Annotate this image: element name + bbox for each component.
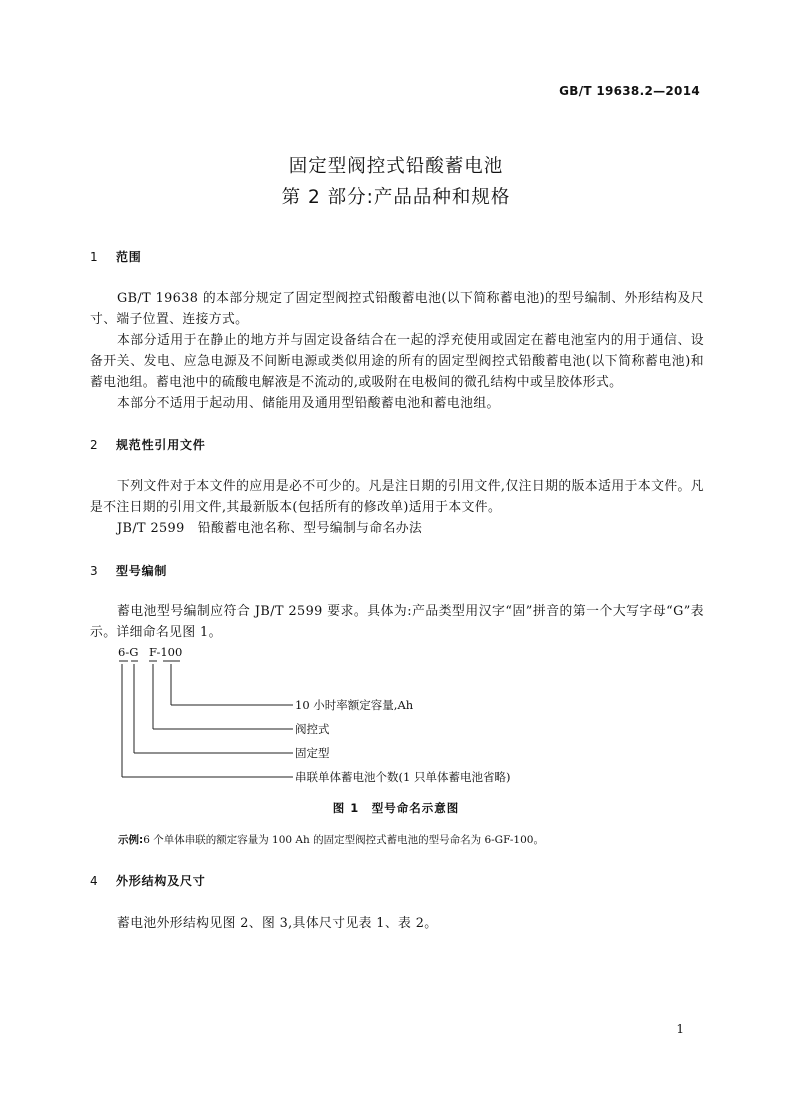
section-3-paragraph-1: 蓄电池型号编制应符合 JB/T 2599 要求。具体为:产品类型用汉字“固”拼音的第一个大写字母“G”表示。详细命名见图 1。 [90,604,704,640]
section-1-paragraph-1: GB/T 19638 的本部分规定了固定型阀控式铅酸蓄电池(以下简称蓄电池)的型号编制、外形结构及尺寸、端子位置、连接方式。 [90,291,704,327]
document-title-line1: 固定型阀控式铅酸蓄电池 [288,156,504,177]
figure-1-caption: 图 1 型号命名示意图 [332,801,460,815]
section-4-heading [90,872,206,889]
example-note [118,832,544,847]
model-code-part-1: 6-G [118,645,139,659]
section-1-paragraph-2: 本部分适用于在静止的地方并与固定设备结合在一起的浮充使用或固定在蓄电池室内的用于通信、设备开关、发电、应急电源及不间断电源或类似用途的所有的固定型阀控式铅酸蓄电池(以下简称蓄电池)和蓄电池组。蓄电池中的硫酸电解液是不流动的,或吸附在电极间的微孔结构中或呈胶体形式。 [90,333,704,390]
model-code-part-2: F-100 [149,645,183,659]
section-number: 4 [90,874,99,888]
section-1-paragraph-3: 本部分不适用于起动用、储能用及通用型铅酸蓄电池和蓄电池组。 [117,396,500,411]
section-number: 2 [90,438,99,452]
section-2-paragraph-1: 下列文件对于本文件的应用是必不可少的。凡是注日期的引用文件,仅注日期的版本适用于本文件。凡是不注日期的引用文件,其最新版本(包括所有的修改单)适用于本文件。 [90,479,704,515]
section-number: 1 [90,250,99,264]
section-title: 规范性引用文件 [116,438,206,452]
example-text: 6 个单体串联的额定容量为 100 Ah 的固定型阀控式蓄电池的型号命名为 6-GF-100。 [143,834,544,846]
section-4-paragraph-1: 蓄电池外形结构见图 2、图 3,具体尺寸见表 1、表 2。 [117,916,438,931]
section-title: 型号编制 [116,564,168,578]
label-rated-capacity: 10 小时率额定容量,Ah [295,698,414,712]
standard-number: GB/T 19638.2—2014 [559,84,700,98]
label-stationary: 固定型 [295,746,330,760]
label-cell-count: 串联单体蓄电池个数(1 只单体蓄电池省略) [295,770,511,784]
section-title: 范围 [116,250,142,264]
normative-reference: JB/T 2599 铅酸蓄电池名称、型号编制与命名办法 [117,521,423,536]
section-number: 3 [90,564,99,578]
section-title: 外形结构及尺寸 [116,874,206,888]
document-title-line2: 第 2 部分:产品品种和规格 [281,187,511,208]
label-valve-regulated: 阀控式 [295,722,330,736]
page-number: 1 [676,1022,684,1036]
example-label: 示例: [118,834,144,846]
